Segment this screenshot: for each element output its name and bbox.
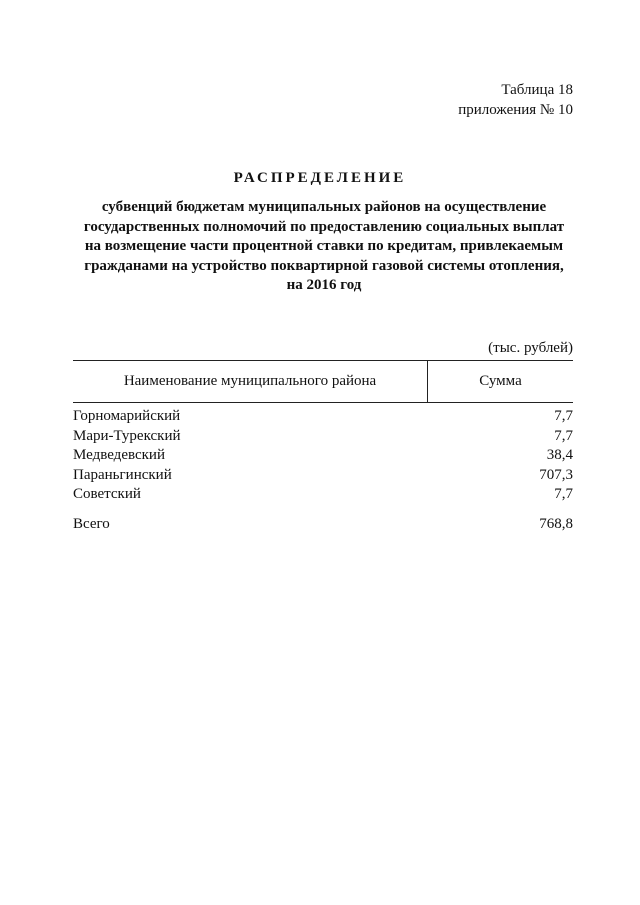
- appendix-number: приложения № 10: [458, 102, 573, 118]
- table-row: [73, 427, 573, 447]
- table-row: [73, 485, 573, 505]
- district-name: Горномарийский: [73, 408, 181, 424]
- subtitle-line: на возмещение части процентной ставки по кредитам, привлекаемым: [84, 238, 564, 254]
- subtitle-line: на 2016 год: [286, 277, 362, 293]
- district-sum: 707,3: [539, 466, 573, 483]
- units-note: (тыс. рублей): [488, 340, 573, 356]
- column-header-district: Наименование муниципального района: [73, 361, 428, 402]
- table-row: [73, 407, 573, 427]
- table-total-row: [73, 514, 573, 534]
- subtitle-line: государственных полномочий по предоставлению социальных выплат: [83, 218, 565, 235]
- table-number: Таблица 18: [501, 82, 573, 98]
- table-row: [73, 466, 573, 486]
- district-name: Мари-Турекский: [73, 427, 181, 444]
- distribution-table: [73, 360, 573, 534]
- document-subtitle: [60, 198, 588, 296]
- subtitle-line: субвенций бюджетам муниципальных районов на осуществление: [101, 199, 547, 215]
- district-name: Параньгинский: [73, 466, 172, 483]
- district-sum: 7,7: [554, 408, 573, 424]
- district-sum: 7,7: [554, 427, 573, 444]
- district-sum: 38,4: [546, 447, 573, 463]
- table-body: [73, 407, 573, 505]
- table-reference: [458, 80, 573, 120]
- table-header: [73, 360, 573, 403]
- table-row: [73, 446, 573, 466]
- total-sum: 768,8: [539, 515, 573, 532]
- district-sum: 7,7: [554, 486, 573, 502]
- total-label: Всего: [73, 515, 110, 532]
- district-name: Медведевский: [73, 447, 165, 463]
- subtitle-line: гражданами на устройство поквартирной газовой системы отопления,: [84, 257, 564, 274]
- district-name: Советский: [73, 486, 141, 502]
- document-heading: РАСПРЕДЕЛЕНИЕ: [233, 170, 407, 186]
- column-header-sum: Сумма: [479, 373, 522, 389]
